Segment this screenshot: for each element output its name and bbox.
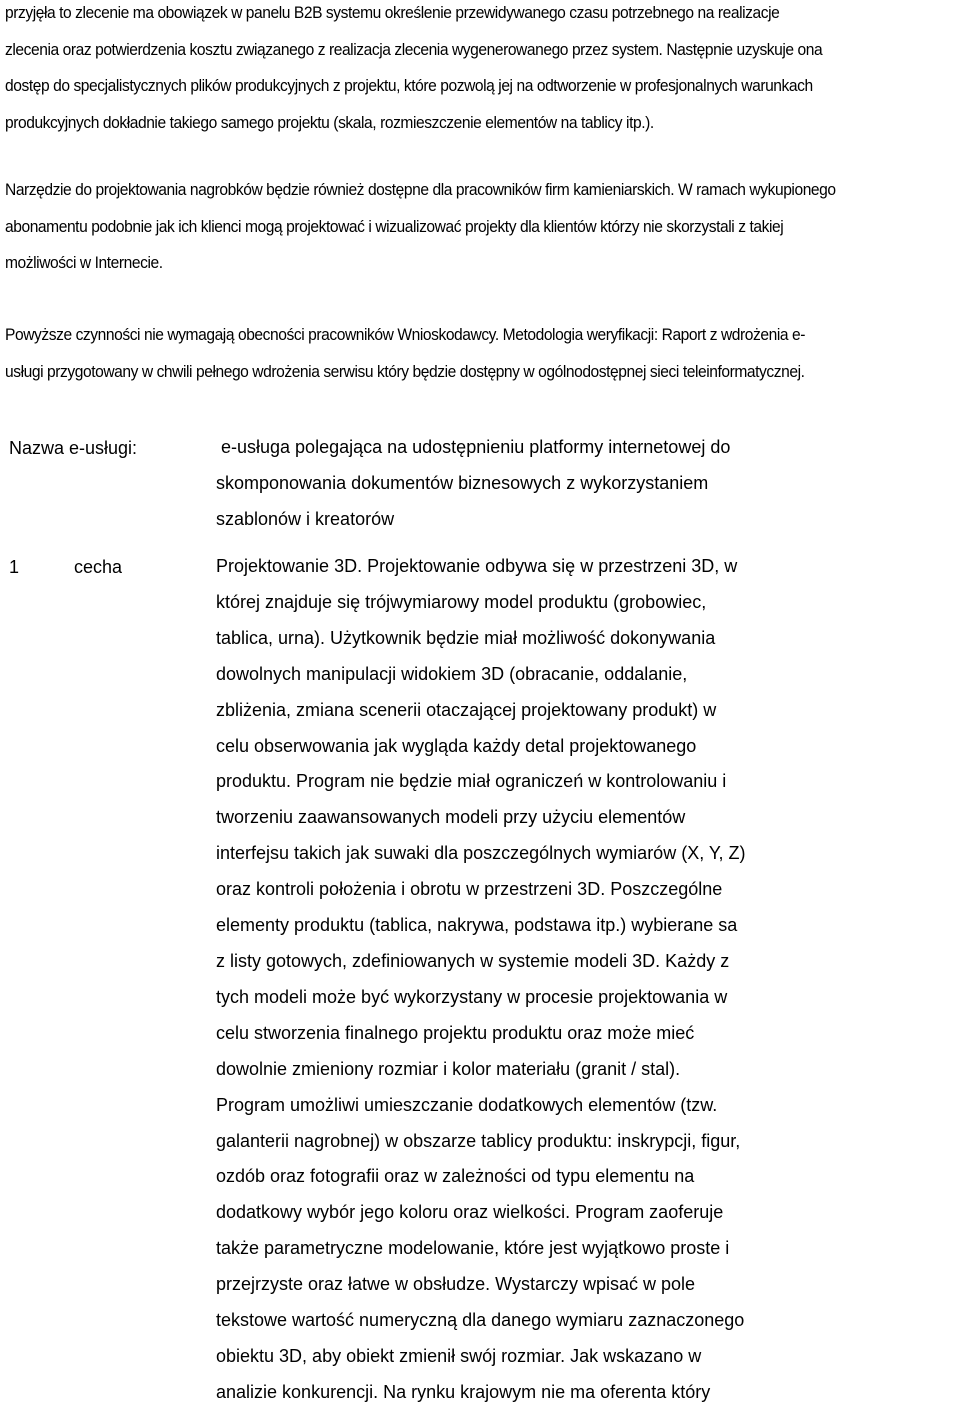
feature-label: cecha (74, 557, 123, 577)
text-line: zlecenia oraz potwierdzenia kosztu związanego z realizacja zlecenia wygenerowanego przez system. Następnie uzyskuje ona (5, 40, 823, 59)
text-line: dowolnie zmieniony rozmiar i kolor materiału (granit / stal). (216, 1058, 681, 1079)
text-line: Program umożliwi umieszczanie dodatkowych elementów (tzw. (216, 1094, 718, 1115)
text-line: produkcyjnych dokładnie takiego samego projektu (skala, rozmieszczenie elementów na tablicy itp.). (5, 113, 654, 132)
text-line: e-usługa polegająca na udostępnieniu platformy internetowej do (216, 437, 731, 457)
text-line: skomponowania dokumentów biznesowych z wykorzystaniem (216, 472, 709, 493)
text-line: dowolnych manipulacji widokiem 3D (obracanie, oddalanie, (216, 663, 688, 684)
text-line: Powyższe czynności nie wymagają obecności pracowników Wnioskodawcy. Metodologia weryfikacji: Raport z wdrożenia e- (5, 326, 805, 344)
text-line: tablica, urna). Użytkownik będzie miał możliwość dokonywania (216, 627, 716, 648)
text-line: z listy gotowych, zdefiniowanych w systemie modeli 3D. Każdy z (216, 950, 730, 971)
text-line: celu stworzenia finalnego projektu produktu oraz może mieć (216, 1022, 695, 1043)
text-line: Projektowanie 3D. Projektowanie odbywa się w przestrzeni 3D, w (216, 556, 738, 576)
text-line: przyjęła to zlecenie ma obowiązek w panelu B2B systemu określenie przewidywanego czasu potrzebnego na realizacje (5, 4, 780, 22)
text-line: oraz kontroli położenia i obrotu w przestrzeni 3D. Poszczególne (216, 879, 723, 900)
feature-number: 1 (9, 557, 20, 577)
text-line: tych modeli może być wykorzystany w procesie projektowania w (216, 986, 728, 1007)
text-line: produktu. Program nie będzie miał ograniczeń w kontrolowaniu i (216, 771, 727, 792)
text-line: możliwości w Internecie. (5, 254, 163, 272)
text-line: szablonów i kreatorów (216, 508, 395, 529)
text-line: której znajduje się trójwymiarowy model produktu (grobowiec, (216, 591, 707, 612)
text-line: abonamentu podobnie jak ich klienci mogą projektować i wizualizować projekty dla klientów którzy nie skorzystali z takiej (5, 217, 784, 236)
text-line: zbliżenia, zmiana scenerii otaczającej projektowany produkt) w (216, 699, 717, 720)
text-line: tekstowe wartość numeryczną dla danego wymiaru zaznaczonego (216, 1310, 745, 1331)
text-line: elementy produktu (tablica, nakrywa, podstawa itp.) wybierane sa (216, 915, 738, 936)
text-line: także parametryczne modelowanie, które jest wyjątkowo proste i (216, 1238, 730, 1259)
text-line: obiektu 3D, aby obiekt zmienił swój rozmiar. Jak wskazano w (216, 1345, 702, 1366)
text-line: usługi przygotowany w chwili pełnego wdrożenia serwisu który będzie dostępny w ogólnodostępnej sieci teleinformatycznej. (5, 362, 805, 381)
text-line: ozdób oraz fotografii oraz w zależności od typu elementu na (216, 1166, 695, 1187)
body-paragraph-2 (5, 172, 955, 282)
text-line: dodatkowy wybór jego koloru oraz wielkości. Program zaoferuje (216, 1202, 724, 1223)
text-line: dostęp do specjalistycznych plików produkcyjnych z projektu, które pozwolą jej na odtworzenie w profesjonalnych warunkach (5, 77, 813, 95)
text-line: tworzeniu zaawansowanych modeli przy użyciu elementów (216, 807, 686, 828)
text-line: galanterii nagrobnej) w obszarze tablicy produktu: inskrypcji, figur, (216, 1130, 741, 1151)
text-line: celu obserwowania jak wygląda każdy detal projektowanego (216, 735, 697, 756)
service-name-value (216, 430, 816, 538)
text-line: analizie konkurencji. Na rynku krajowym nie ma oferenta który (216, 1381, 711, 1402)
text-line: przejrzyste oraz łatwe w obsłudze. Wystarczy wpisać w pole (216, 1274, 696, 1295)
feature-description (216, 549, 816, 1411)
body-paragraph-1 (5, 0, 955, 141)
service-name-label: Nazwa e-usługi: (9, 438, 138, 458)
text-line: Narzędzie do projektowania nagrobków będzie również dostępne dla pracowników firm kamieniarskich. W ramach wykupionego (5, 181, 836, 199)
body-paragraph-3 (5, 317, 955, 390)
text-line: interfejsu takich jak suwaki dla poszczególnych wymiarów (X, Y, Z) (216, 843, 746, 864)
